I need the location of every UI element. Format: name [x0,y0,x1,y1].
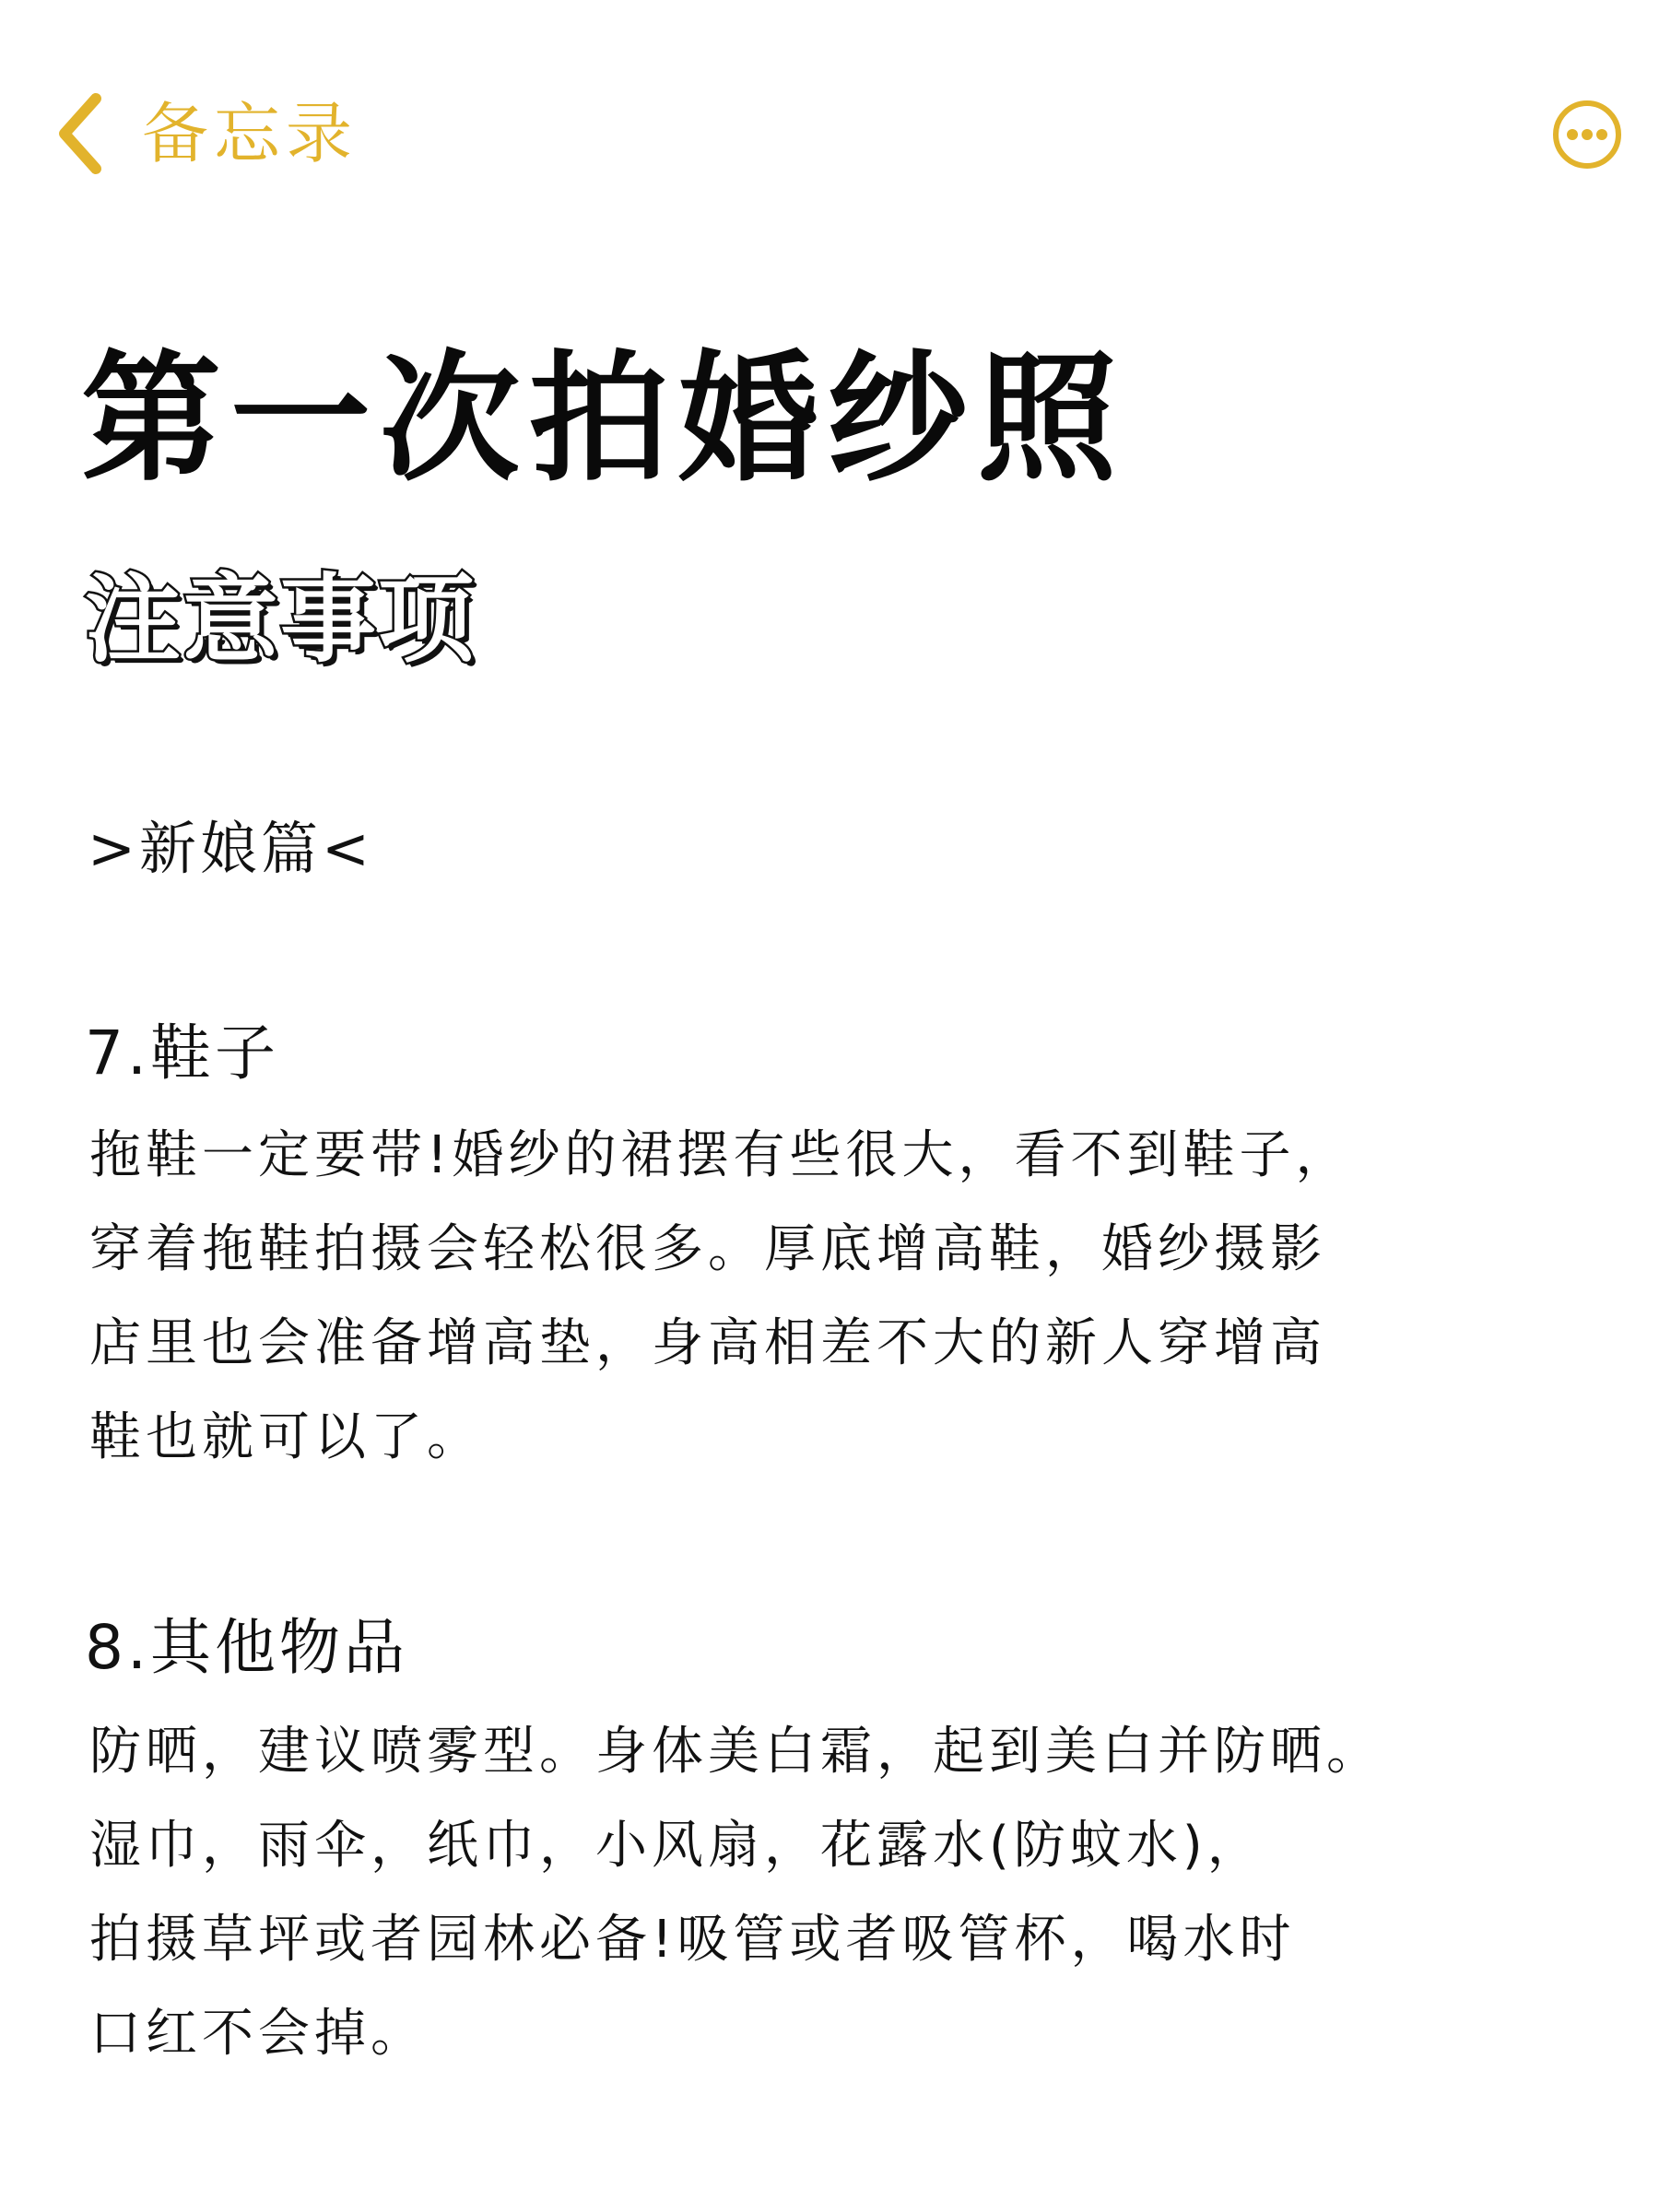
item-body-shoes [89,1109,1610,1485]
section-tag: >新娘篇< [88,815,373,882]
body-line: 湿巾，雨伞，纸巾，小风扇，花露水(防蚊水)， [89,1816,1264,1876]
item-body-other-items [89,1705,1610,2081]
more-options-button[interactable] [1551,99,1623,171]
body-line: 鞋也就可以了。 [89,1407,483,1467]
back-button[interactable] [55,88,358,180]
note-title: 第一次拍婚纱照 [81,337,1126,500]
note-subtitle: 注意事项 [85,563,477,676]
item-heading-other-items: 8.其他物品 [85,1612,408,1683]
chevron-left-icon [55,91,103,176]
body-line: 防晒，建议喷雾型。身体美白霜，起到美白并防晒。 [89,1722,1382,1782]
body-line: 店里也会准备增高垫，身高相差不大的新人穿增高 [89,1313,1326,1373]
body-line: 口红不会掉。 [89,2004,427,2064]
back-label: 备忘录 [142,95,359,172]
body-line: 拍摄草坪或者园林必备!吸管或者吸管杯，喝水时 [89,1910,1296,1970]
item-heading-shoes: 7.鞋子 [85,1018,279,1088]
body-line: 穿着拖鞋拍摄会轻松很多。厚底增高鞋，婚纱摄影 [89,1219,1326,1279]
ellipsis-circle-icon [1551,99,1623,171]
nav-bar [0,0,1659,276]
body-line: 拖鞋一定要带!婚纱的裙摆有些很大，看不到鞋子， [89,1125,1352,1185]
